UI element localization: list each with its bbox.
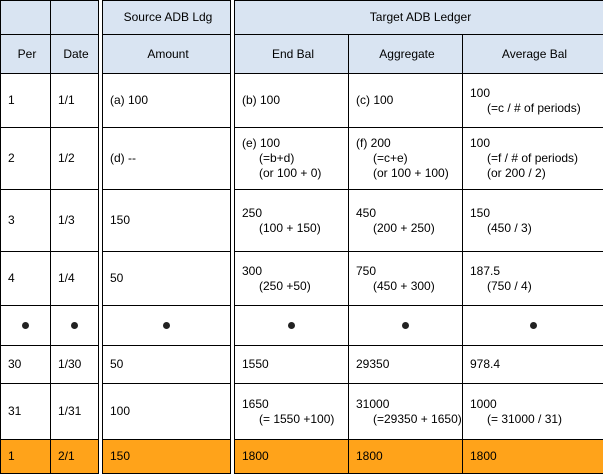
average-bal-header: Average Bal xyxy=(463,35,603,74)
amount-cell: 50 xyxy=(103,346,231,384)
amount-cell: (a) 100 xyxy=(103,74,231,128)
aggregate-cell: 450 (200 + 250) xyxy=(349,190,463,252)
date-cell: 1/31 xyxy=(51,384,99,440)
end-bal-cell: 250 (100 + 150) xyxy=(235,190,349,252)
average-bal-cell: 978.4 xyxy=(463,346,603,384)
amount-cell: (d) -- xyxy=(103,128,231,190)
date-cell: 1/3 xyxy=(51,190,99,252)
date-cell: 1/30 xyxy=(51,346,99,384)
aggregate-cell: (c) 100 xyxy=(349,74,463,128)
target-block xyxy=(234,0,603,474)
end-bal-cell: 300 (250 +50) xyxy=(235,252,349,306)
per-cell: 1 xyxy=(1,74,51,128)
aggregate-cell: 29350 xyxy=(349,346,463,384)
period-table xyxy=(0,0,99,474)
aggregate-cell: 750 (450 + 300) xyxy=(349,252,463,306)
date-cell: 1/4 xyxy=(51,252,99,306)
per-header: Per xyxy=(1,35,51,74)
aggregate-cell: 31000 (=29350 + 1650) xyxy=(349,384,463,440)
date-header: Date xyxy=(51,35,99,74)
average-bal-cell: 187.5 (750 / 4) xyxy=(463,252,603,306)
target-group-header: Target ADB Ledger xyxy=(235,1,603,35)
end-bal-cell: (b) 100 xyxy=(235,74,349,128)
amount-cell: 150 xyxy=(103,440,231,474)
per-cell: 31 xyxy=(1,384,51,440)
end-bal-cell: 1650 (= 1550 +100) xyxy=(235,384,349,440)
aggregate-cell: 1800 xyxy=(349,440,463,474)
source-group-header: Source ADB Ldg xyxy=(103,1,231,35)
ellipsis-dot-icon xyxy=(402,322,409,329)
date-cell: 1/2 xyxy=(51,128,99,190)
period-block xyxy=(0,0,99,474)
aggregate-cell: (f) 200 (=c+e) (or 100 + 100) xyxy=(349,128,463,190)
ellipsis-dot-icon xyxy=(71,322,78,329)
amount-cell: 150 xyxy=(103,190,231,252)
ellipsis-dot-icon xyxy=(22,322,29,329)
average-bal-cell: 150 (450 / 3) xyxy=(463,190,603,252)
amount-header: Amount xyxy=(103,35,231,74)
amount-cell: 100 xyxy=(103,384,231,440)
average-bal-cell: 100 (=c / # of periods) xyxy=(463,74,603,128)
ellipsis-dot-icon xyxy=(530,322,537,329)
target-table xyxy=(234,0,603,474)
amount-cell: 50 xyxy=(103,252,231,306)
end-bal-cell: 1550 xyxy=(235,346,349,384)
per-cell: 2 xyxy=(1,128,51,190)
aggregate-header: Aggregate xyxy=(349,35,463,74)
source-table xyxy=(102,0,231,474)
per-cell: 30 xyxy=(1,346,51,384)
source-block xyxy=(102,0,231,474)
date-cell: 1/1 xyxy=(51,74,99,128)
end-bal-header: End Bal xyxy=(235,35,349,74)
per-cell: 1 xyxy=(1,440,51,474)
average-bal-cell: 1000 (= 31000 / 31) xyxy=(463,384,603,440)
date-cell: 2/1 xyxy=(51,440,99,474)
average-bal-cell: 1800 xyxy=(463,440,603,474)
end-bal-cell: 1800 xyxy=(235,440,349,474)
average-bal-cell: 100 (=f / # of periods) (or 200 / 2) xyxy=(463,128,603,190)
ellipsis-dot-icon xyxy=(288,322,295,329)
per-cell: 3 xyxy=(1,190,51,252)
per-cell: 4 xyxy=(1,252,51,306)
end-bal-cell: (e) 100 (=b+d) (or 100 + 0) xyxy=(235,128,349,190)
ellipsis-dot-icon xyxy=(163,322,170,329)
